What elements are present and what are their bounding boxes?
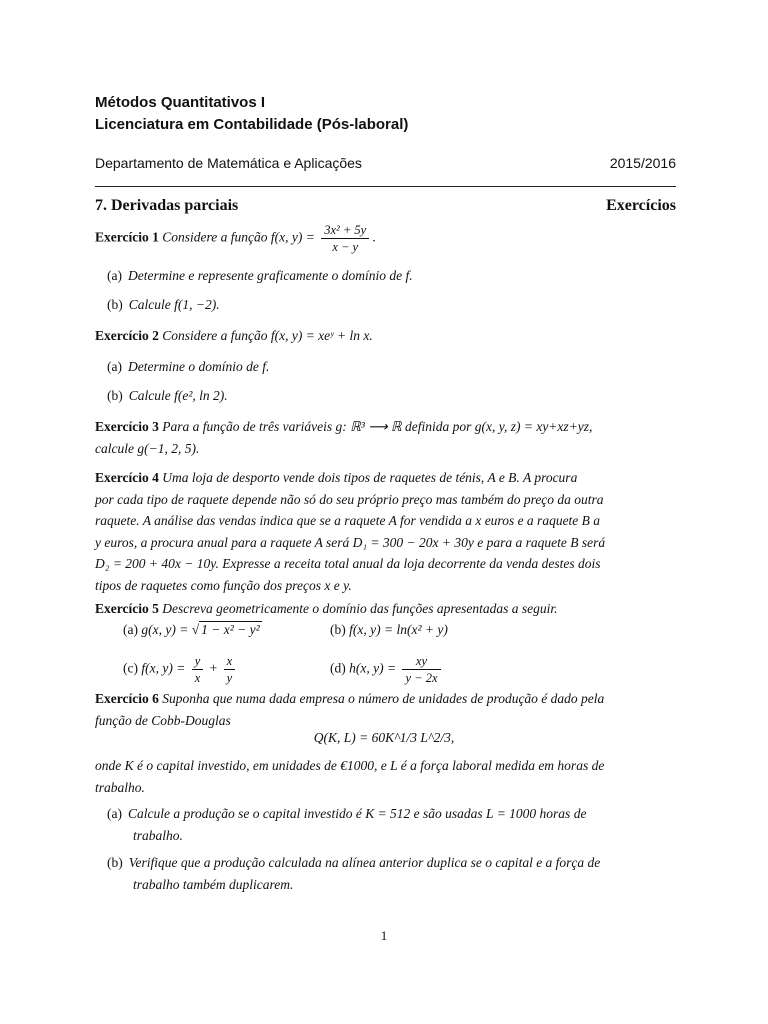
exercise-6	[95, 688, 677, 731]
exercise-1-denominator: x − y	[332, 240, 359, 254]
exercise-6-line: Suponha que numa dada empresa o número de unidades de produção é dado pela	[162, 691, 605, 706]
item-text: Calcule f(e², ln 2).	[128, 388, 228, 403]
numerator: x	[224, 653, 236, 670]
exercise-1-item-a	[107, 265, 677, 287]
item-text: Determine o domínio de f.	[127, 359, 270, 374]
exercise-3-line: Para a função de três variáveis g: ℝ³ ⟶ ℝ definida por g(x, y, z) = xy+xz+yz,	[162, 419, 593, 434]
exercise-5-item-a	[123, 622, 262, 638]
exercise-3-line: calcule g(−1, 2, 5).	[95, 440, 200, 456]
exercise-1-item-b	[107, 294, 677, 316]
item-text: Calcule a produção se o capital investido é K = 512 e são usadas L = 1000 horas de	[127, 806, 587, 821]
denominator: x	[194, 671, 201, 685]
degree-title: Licenciatura em Contabilidade (Pós-laboral)	[95, 116, 409, 133]
exercise-4-line: y euros, a procura anual para a raquete A será D₁ = 300 − 20x + 30y e para a raquete B será	[95, 534, 606, 550]
exercise-4-line: raquete. A análise das vendas indica que se a raquete A for vendida a x euros e a raquete B a	[95, 513, 601, 528]
exercise-2-label: Exercício 2	[95, 328, 159, 343]
section-label: Exercícios	[606, 197, 676, 214]
page-number: 1	[380, 928, 388, 943]
exercise-4-line: D₂ = 200 + 40x − 10y. Expresse a receita total anual da loja decorrente da venda destes dois	[95, 556, 601, 571]
numerator: xy	[402, 653, 440, 670]
denominator: y − 2x	[405, 671, 438, 685]
fraction	[402, 653, 440, 686]
exercise-4-line: Uma loja de desporto vende dois tipos de raquetes de ténis, A e B. A procura	[162, 470, 578, 485]
fraction	[192, 653, 204, 686]
item-tag: (b)	[330, 622, 346, 637]
item-expr: f(x, y) = ln(x² + y)	[349, 622, 448, 637]
exercise-1-numerator: 3x² + 5y	[321, 222, 369, 239]
item-text: Determine e represente graficamente o domínio de f.	[127, 268, 413, 283]
fraction	[224, 653, 236, 686]
exercise-6-continuation	[95, 755, 677, 798]
course-title: Métodos Quantitativos I	[95, 94, 266, 111]
academic-year: 2015/2016	[609, 155, 676, 171]
item-text: Calcule f(1, −2).	[128, 297, 220, 312]
exercise-5-item-b	[330, 622, 448, 638]
item-lhs: h(x, y) =	[349, 660, 397, 676]
item-tag: (a)	[107, 268, 122, 283]
exercise-4-line: tipos de raquetes como função dos preços x e y.	[95, 577, 352, 593]
item-text: trabalho.	[133, 827, 183, 843]
section-title: 7. Derivadas parciais	[95, 197, 239, 214]
item-tag: (d)	[330, 660, 346, 676]
item-lhs: f(x, y) =	[141, 660, 186, 676]
exercise-1-text: Considere a função	[162, 229, 268, 245]
item-tag: (a)	[107, 806, 122, 821]
exercise-2-item-a	[107, 356, 677, 378]
plus-sign: +	[209, 660, 218, 676]
item-tag: (b)	[107, 388, 123, 403]
item-tag: (a)	[107, 359, 122, 374]
item-tag: (b)	[107, 855, 123, 870]
item-text: Verifique que a produção calculada na alínea anterior duplica se o capital e a força de	[128, 855, 601, 870]
denominator: y	[226, 671, 233, 685]
item-tag: (b)	[107, 297, 123, 312]
department: Departamento de Matemática e Aplicações	[95, 155, 362, 171]
exercise-5-label: Exercício 5	[95, 601, 159, 616]
exercise-5-text: Descreva geometricamente o domínio das funções apresentadas a seguir.	[162, 601, 558, 616]
exercise-6-label: Exercício 6	[95, 691, 159, 706]
exercise-2-item-b	[107, 385, 677, 407]
exercise-6-line: função de Cobb-Douglas	[95, 712, 231, 728]
exercise-1-func: f(x, y) =	[270, 229, 315, 245]
cobb-douglas-formula: Q(K, L) = 60K^1/3 L^2/3,	[313, 730, 455, 745]
exercise-1: Exercício 1 Considere a função f(x, y) = $\frac{\text{3x² + 5y}}{x - y}$ .	[95, 223, 376, 254]
exercise-5	[95, 598, 677, 620]
exercise-2	[95, 325, 677, 347]
exercise-5-item-c	[123, 653, 238, 686]
exercise-6-item-a	[107, 803, 677, 846]
header-rule	[95, 186, 676, 187]
exercise-4-line: por cada tipo de raquete depende não só do seu próprio preço mas também do preço da outra	[95, 491, 604, 507]
exercise-2-text: Considere a função f(x, y) = xeʸ + ln x.	[162, 328, 373, 343]
exercise-6-item-b	[107, 852, 677, 895]
exercise-4	[95, 467, 677, 596]
item-tag: (a)	[123, 622, 138, 637]
exercise-4-label: Exercício 4	[95, 470, 159, 485]
item-radicand: 1 − x² − y²	[201, 622, 260, 637]
item-tag: (c)	[123, 660, 138, 676]
item-lhs: g(x, y) =	[141, 622, 189, 637]
sqrt-symbol: √	[191, 622, 200, 637]
exercise-1-fraction	[321, 222, 369, 255]
exercise-3-label: Exercício 3	[95, 419, 159, 434]
exercise-6-line: trabalho.	[95, 779, 145, 795]
numerator: y	[192, 653, 204, 670]
exercise-5-item-d	[330, 653, 444, 686]
exercise-3	[95, 416, 677, 459]
item-text: trabalho também duplicarem.	[133, 876, 294, 892]
exercise-6-line: onde K é o capital investido, em unidades de €1000, e L é a força laboral medida em horas de	[95, 758, 605, 773]
exercise-1-label: Exercício 1	[95, 229, 159, 245]
